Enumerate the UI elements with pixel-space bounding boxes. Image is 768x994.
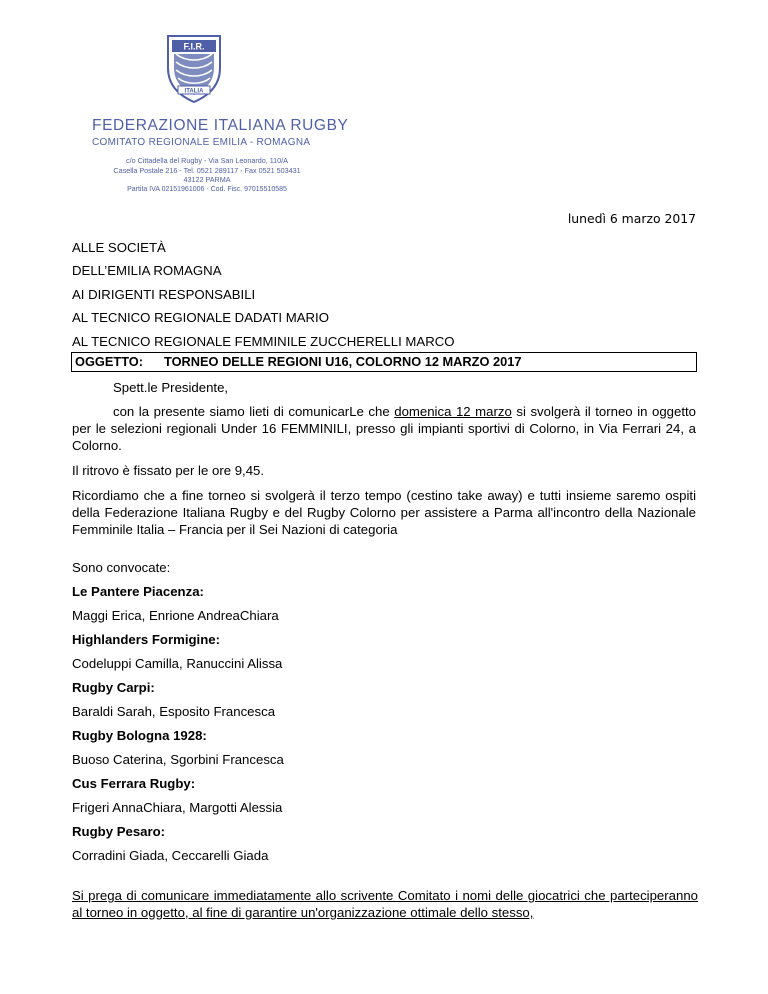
event-date-underlined: domenica 12 marzo [394,404,512,419]
paragraph-meeting-time: Il ritrovo è fissato per le ore 9,45. [72,463,265,478]
vat-number: Partita IVA 02151961006 - Cod. Fisc. 97015510585 [127,186,287,193]
addressee-line: ALLE SOCIETÀ [72,240,166,255]
letter-date: lunedì 6 marzo 2017 [567,211,696,226]
letter-body [72,379,696,538]
greeting: Spett.le Presidente, [113,380,229,395]
team-name: Cus Ferrara Rugby: [72,776,196,791]
team-players: Frigeri AnnaChiara, Margotti Alessia [72,800,283,815]
team-players: Corradini Giada, Ceccarelli Giada [72,848,269,863]
team-players: Baraldi Sarah, Esposito Francesca [72,704,276,719]
paragraph-text: con la presente siamo lieti di comunicarLe che [113,404,395,419]
convocate-title: Sono convocate: [72,560,171,575]
subject-label: OGGETTO: [75,354,144,369]
address-line: c/o Cittadella del Rugby - Via San Leonardo, 110/A [126,156,288,165]
svg-text:ITALIA: ITALIA [184,88,204,95]
team-players: Buoso Caterina, Sgorbini Francesca [72,752,284,767]
addressee-line: AL TECNICO REGIONALE DADATI MARIO [72,310,329,326]
address-line: 43122 PARMA [183,175,231,185]
address-line: Casella Postale 216 - Tel. 0521 289117 - Fax 0521 503431 [113,165,301,175]
team-name: Rugby Bologna 1928: [72,728,207,743]
svg-text:F.I.R.: F.I.R. [183,41,205,52]
team-name: Le Pantere Piacenza: [72,584,204,599]
subject-text: TORNEO DELLE REGIONI U16, COLORNO 12 MARZO 2017 [164,354,522,369]
addressee-list [72,236,455,353]
addressee-line: DELL’EMILIA ROMAGNA [72,263,222,279]
letterhead [76,24,349,200]
addressee-line: AI DIRIGENTI RESPONSABILI [72,286,256,302]
regional-committee: COMITATO REGIONALE EMILIA - ROMAGNA [92,137,311,148]
team-players: Maggi Erica, Enrione AndreaChiara [72,608,279,623]
convocated-players [72,556,696,868]
subject-box [71,352,697,372]
paragraph-event [72,403,696,454]
paragraph-text: si svolgerà il torneo in oggetto per le selezioni regionali Under 16 FEMMINILI, presso gli impianti sportivi di Colorno, in Via Ferrari 24, a Colorno. [72,404,696,453]
addressee-line: AL TECNICO REGIONALE FEMMINILE ZUCCHERELLI MARCO [72,333,455,349]
federation-name: FEDERAZIONE ITALIANA RUGBY [92,117,349,134]
paragraph-third-half: Ricordiamo che a fine torneo si svolgerà il terzo tempo (cestino take away) e tutti insieme saremo ospiti della Federazione Italiana Rugby e del Rugby Colorno per assistere a Parma all'incontro della Nazionale Femminile Italia – Francia per il Sei Nazioni di categoria [72,488,696,537]
fir-shield-logo [164,32,224,104]
team-name: Rugby Carpi: [72,680,155,695]
team-name: Highlanders Formigine: [72,632,221,647]
team-name: Rugby Pesaro: [72,824,166,839]
team-players: Codeluppi Camilla, Ranuccini Alissa [72,656,283,671]
closing-request: Si prega di comunicare immediatamente allo scrivente Comitato i nomi delle giocatrici che parteciperanno al torneo in oggetto, al fine di garantire un'organizzazione ottimale dello stesso, [72,888,698,920]
letterhead-address [92,156,322,185]
